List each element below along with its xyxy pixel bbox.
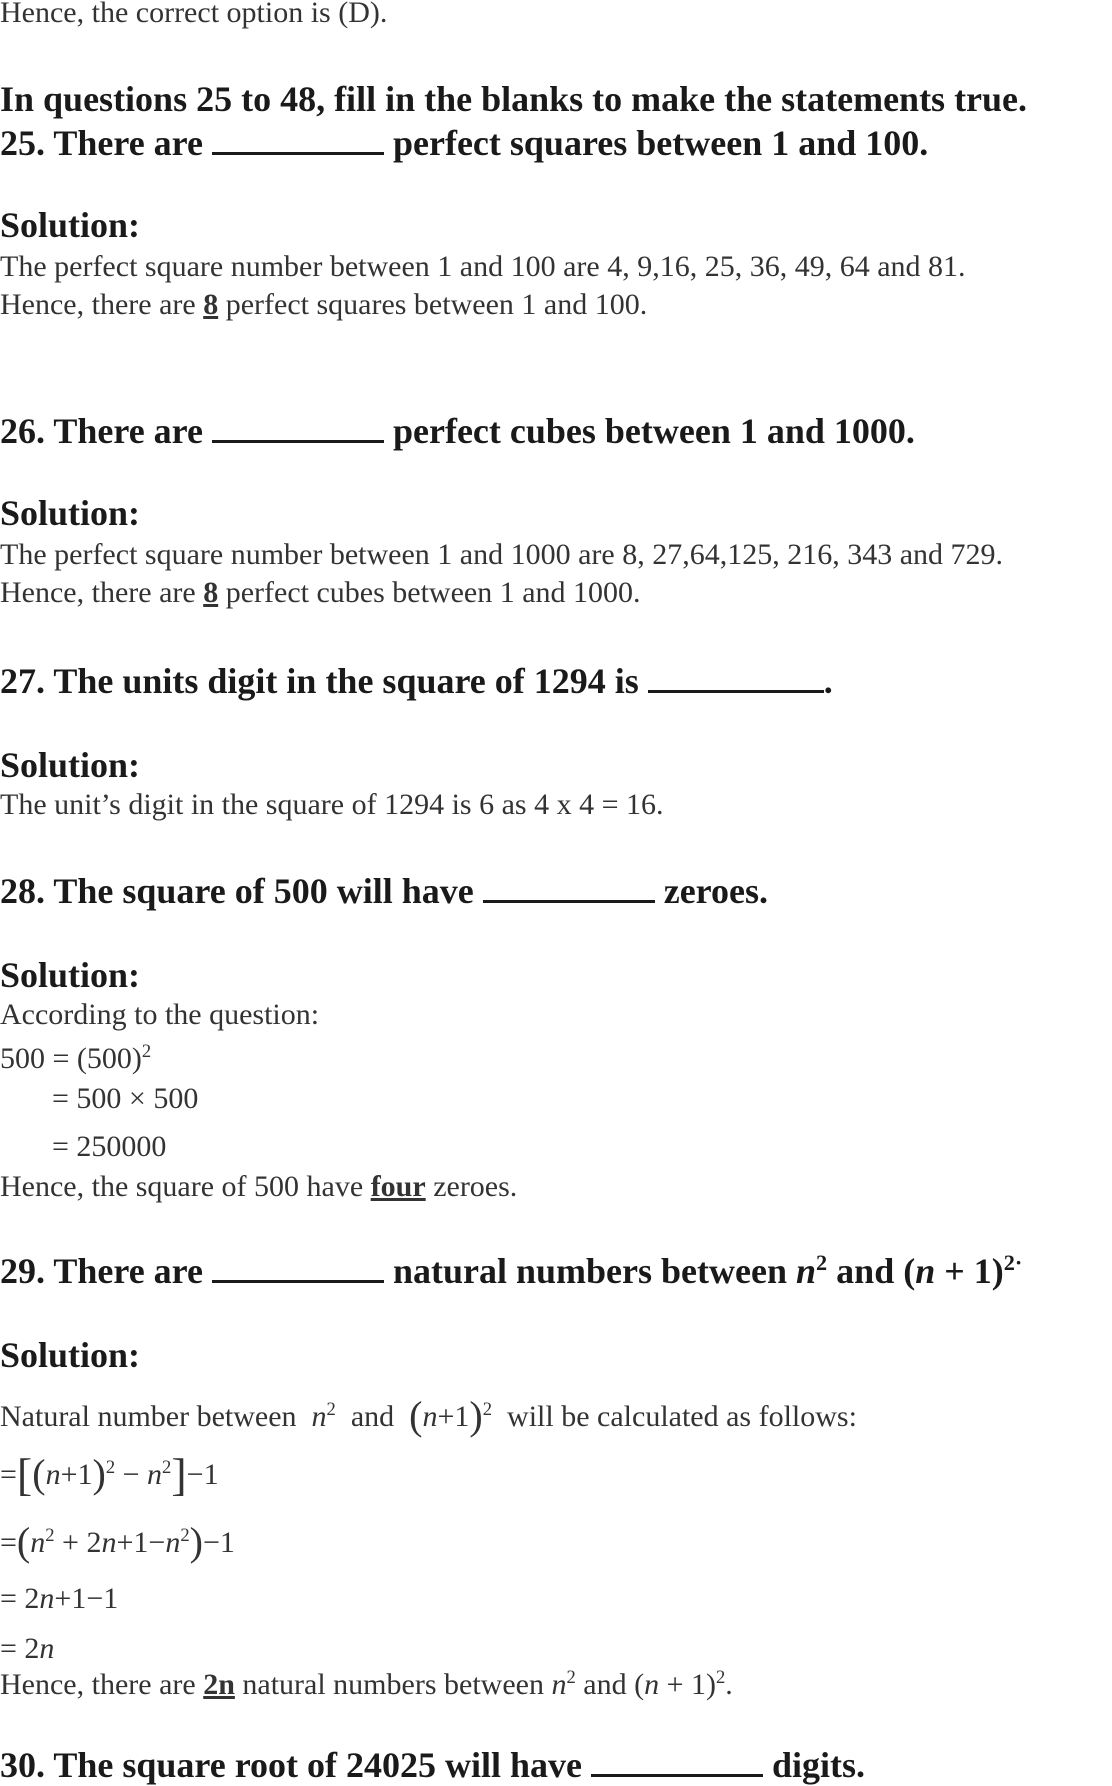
previous-answer: Hence, the correct option is (D). (0, 0, 388, 29)
q28-equation-2: = 500 × 500 (52, 1082, 199, 1115)
q26-solution-conclusion (0, 576, 641, 610)
q28-answer: four (370, 1170, 426, 1203)
instruction-heading: In questions 25 to 48, fill in the blanks to make the statements true. (0, 79, 1028, 119)
q29-equation-4: = 2n (0, 1632, 55, 1665)
solution-label: Solution: (0, 745, 141, 785)
q28-solution-line1: According to the question: (0, 998, 320, 1031)
bracket-open: [ (16, 1449, 33, 1500)
q25-answer: 8 (203, 288, 219, 321)
question-26 (0, 410, 915, 452)
question-29-prefix: 29. There are (0, 1251, 203, 1291)
question-25 (0, 122, 928, 164)
q26-answer: 8 (203, 576, 219, 609)
and-text: and (350, 1400, 395, 1433)
answer-blank (483, 872, 655, 903)
equation-text: 500 = (500) (0, 1042, 142, 1075)
answer-blank (212, 412, 384, 443)
plus-one: + 1) (935, 1251, 1004, 1291)
variable-n: n (644, 1668, 660, 1701)
paren-close: ) (189, 1519, 203, 1564)
q29-answer: 2n (203, 1668, 235, 1701)
q28-equation-3: = 250000 (52, 1130, 167, 1163)
q29-equation-1: $=[(n+1)^2 - n^2]-1$ (0, 1449, 219, 1500)
question-29 (0, 1250, 1022, 1292)
bracket-close: ] (171, 1449, 187, 1500)
and-text: and ( (836, 1251, 916, 1291)
question-26-suffix: perfect cubes between 1 and 1000. (392, 411, 915, 451)
question-28-prefix: 28. The square of 500 will have (0, 871, 474, 911)
paren-close: ) (469, 1393, 483, 1438)
question-30 (0, 1744, 865, 1786)
answer-blank (591, 1746, 763, 1777)
question-30-suffix: digits. (772, 1745, 866, 1785)
q29-solution-line1: Natural number between $n^2$ and $(n+1)^2$ will be calculated as follows: (0, 1393, 857, 1438)
q25-solution-conclusion (0, 288, 647, 322)
question-27-prefix: 27. The units digit in the square of 1294 is (0, 661, 639, 701)
q29-solution-conclusion: Hence, there are 2n natural numbers between $n^2$ and $(n + 1)^2$. (0, 1667, 733, 1701)
q26-solution-line1: The perfect square number between 1 and 1000 are 8, 27,64,125, 216, 343 and 729. (0, 538, 1004, 571)
q25-solution-line1: The perfect square number between 1 and 100 are 4, 9,16, 25, 36, 49, 64 and 81. (0, 250, 966, 283)
solution-label: Solution: (0, 205, 141, 245)
paren-close: ) (92, 1451, 106, 1496)
conclusion-prefix: Hence, there are (0, 576, 196, 609)
question-27 (0, 660, 833, 702)
exponent: 2 (326, 1399, 336, 1420)
q27-solution-line1: The unit’s digit in the square of 1294 is 6 as 4 x 4 = 16. (0, 788, 664, 821)
paren-open: ( (32, 1451, 46, 1496)
answer-blank (212, 1252, 384, 1283)
paren-open: ( (16, 1519, 31, 1564)
question-30-prefix: 30. The square root of 24025 will have (0, 1745, 583, 1785)
conclusion-suffix: perfect cubes between 1 and 1000. (225, 576, 641, 609)
exponent: 2 (566, 1667, 576, 1688)
conclusion-suffix: zeroes. (433, 1170, 518, 1203)
variable-n: n (915, 1251, 936, 1291)
exponent: 2· (1003, 1250, 1023, 1275)
answer-blank (212, 124, 384, 155)
answer-blank (648, 662, 824, 693)
question-29-suffix: natural numbers between (392, 1251, 787, 1291)
variable-n: n (795, 1251, 817, 1291)
period: . (725, 1668, 733, 1701)
q28-solution-conclusion (0, 1170, 517, 1204)
line-prefix: Natural number between (0, 1400, 297, 1433)
solution-label: Solution: (0, 493, 141, 533)
question-26-prefix: 26. There are (0, 411, 203, 451)
question-25-suffix: perfect squares between 1 and 100. (392, 123, 929, 163)
conclusion-prefix: Hence, there are (0, 288, 196, 321)
variable-n: n (311, 1400, 327, 1433)
conclusion-mid: natural numbers between (242, 1668, 544, 1701)
solution-label: Solution: (0, 955, 141, 995)
solution-label: Solution: (0, 1335, 141, 1375)
exponent: 2 (482, 1399, 493, 1420)
exponent: 2 (715, 1667, 726, 1688)
question-28 (0, 870, 768, 912)
paren-open: ( (409, 1393, 423, 1438)
exponent: 2 (816, 1250, 828, 1275)
question-27-suffix: . (823, 661, 833, 701)
variable-n: n (551, 1668, 567, 1701)
question-25-prefix: 25. There are (0, 123, 203, 163)
q28-equation-1 (0, 1042, 151, 1076)
conclusion-prefix: Hence, the square of 500 have (0, 1170, 364, 1203)
question-28-suffix: zeroes. (663, 871, 768, 911)
variable-n: n (422, 1400, 438, 1433)
line-suffix: will be calculated as follows: (507, 1400, 857, 1433)
conclusion-prefix: Hence, there are (0, 1668, 196, 1701)
exponent: 2 (141, 1041, 152, 1062)
q29-equation-3: = 2n+1−1 (0, 1582, 119, 1615)
conclusion-suffix: perfect squares between 1 and 100. (225, 288, 648, 321)
q29-equation-2: $=(n^2 + 2n+1-n^2)-1$ (0, 1519, 235, 1564)
